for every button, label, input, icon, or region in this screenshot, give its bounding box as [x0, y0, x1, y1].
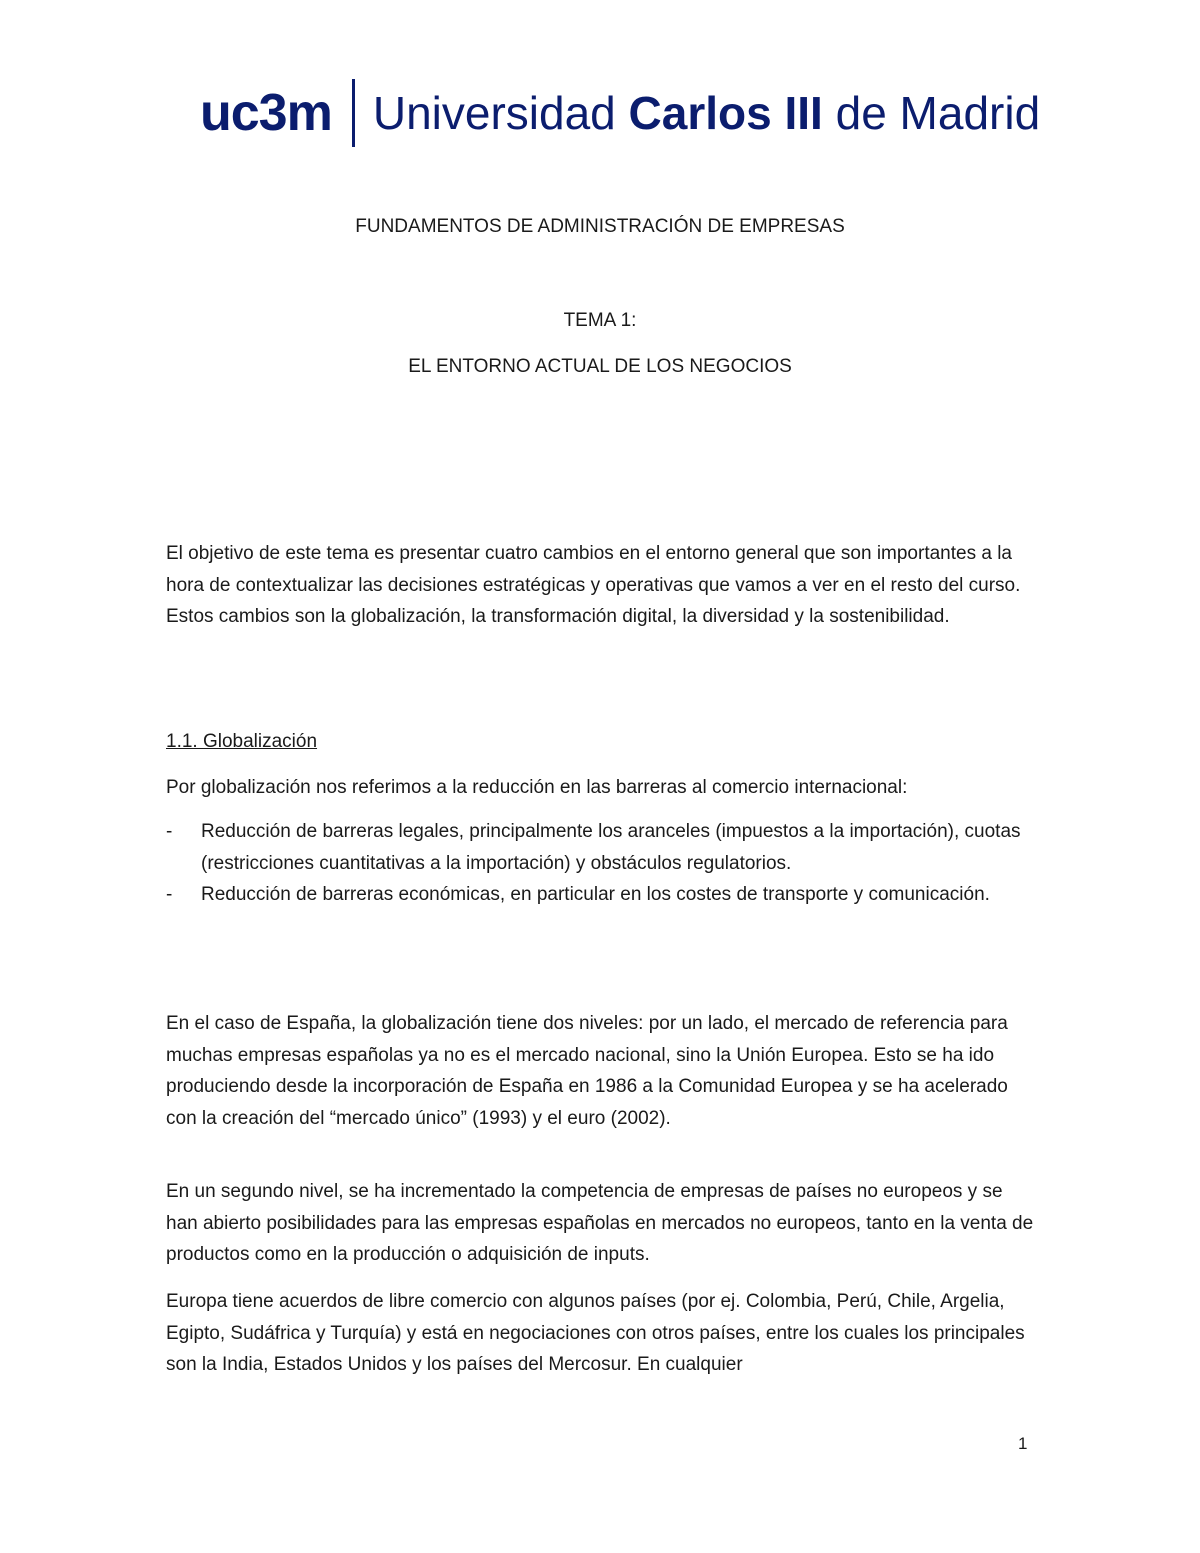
list-item	[166, 816, 1036, 879]
section-heading: 1.1. Globalización	[166, 731, 318, 752]
course-title: FUNDAMENTOS DE ADMINISTRACIÓN DE EMPRESAS	[355, 216, 845, 237]
logo-divider	[352, 79, 355, 147]
intro-paragraph: El objetivo de este tema es presentar cuatro cambios en el entorno general que son importantes a la hora de contextualizar las decisiones estratégicas y operativas que vamos a ver en el resto del curso. Estos cambios son la globalización, la transformación digital, la diversidad y la sostenibilidad.	[166, 543, 1021, 627]
list-item	[166, 879, 1036, 911]
globalization-definition: Por globalización nos referimos a la reducción en las barreras al comercio internacional:	[166, 777, 908, 798]
logo-bold: Carlos III	[628, 87, 823, 139]
logo-prefix: Universidad	[372, 87, 629, 139]
list-item-text: Reducción de barreras legales, principalmente los aranceles (impuestos a la importación), cuotas (restricciones cuantitativas a la importación) y obstáculos regulatorios.	[201, 821, 1021, 874]
barriers-list	[166, 816, 1036, 911]
page-number: 1	[1018, 1434, 1028, 1453]
topic-title: EL ENTORNO ACTUAL DE LOS NEGOCIOS	[408, 356, 792, 377]
list-marker: -	[166, 884, 173, 905]
list-item-text: Reducción de barreras económicas, en particular en los costes de transporte y comunicación.	[201, 884, 990, 905]
spain-paragraph-2: En un segundo nivel, se ha incrementado la competencia de empresas de países no europeos y se han abierto posibilidades para las empresas españolas en mercados no europeos, tanto en la venta de productos como en la producción o adquisición de inputs.	[166, 1181, 1034, 1265]
logo-wordmark	[373, 86, 1040, 140]
topic-number: TEMA 1:	[563, 310, 637, 331]
spain-paragraph-3: Europa tiene acuerdos de libre comercio con algunos países (por ej. Colombia, Perú, Chile, Argelia, Egipto, Sudáfrica y Turquía) y está en negociaciones con otros países, entre los cuales los principales son la India, Estados Unidos y los países del Mercosur. En cualquier	[166, 1291, 1025, 1375]
list-marker: -	[166, 821, 173, 842]
university-logo	[200, 78, 1040, 148]
spain-paragraph-1: En el caso de España, la globalización tiene dos niveles: por un lado, el mercado de referencia para muchas empresas españolas ya no es el mercado nacional, sino la Unión Europea. Esto se ha ido produciendo desde la incorporación de España en 1986 a la Comunidad Europea y se ha acelerado con la creación del “mercado único” (1993) y el euro (2002).	[166, 1013, 1008, 1129]
logo-mark: uc3m	[200, 84, 332, 142]
logo-suffix: de Madrid	[822, 87, 1041, 139]
